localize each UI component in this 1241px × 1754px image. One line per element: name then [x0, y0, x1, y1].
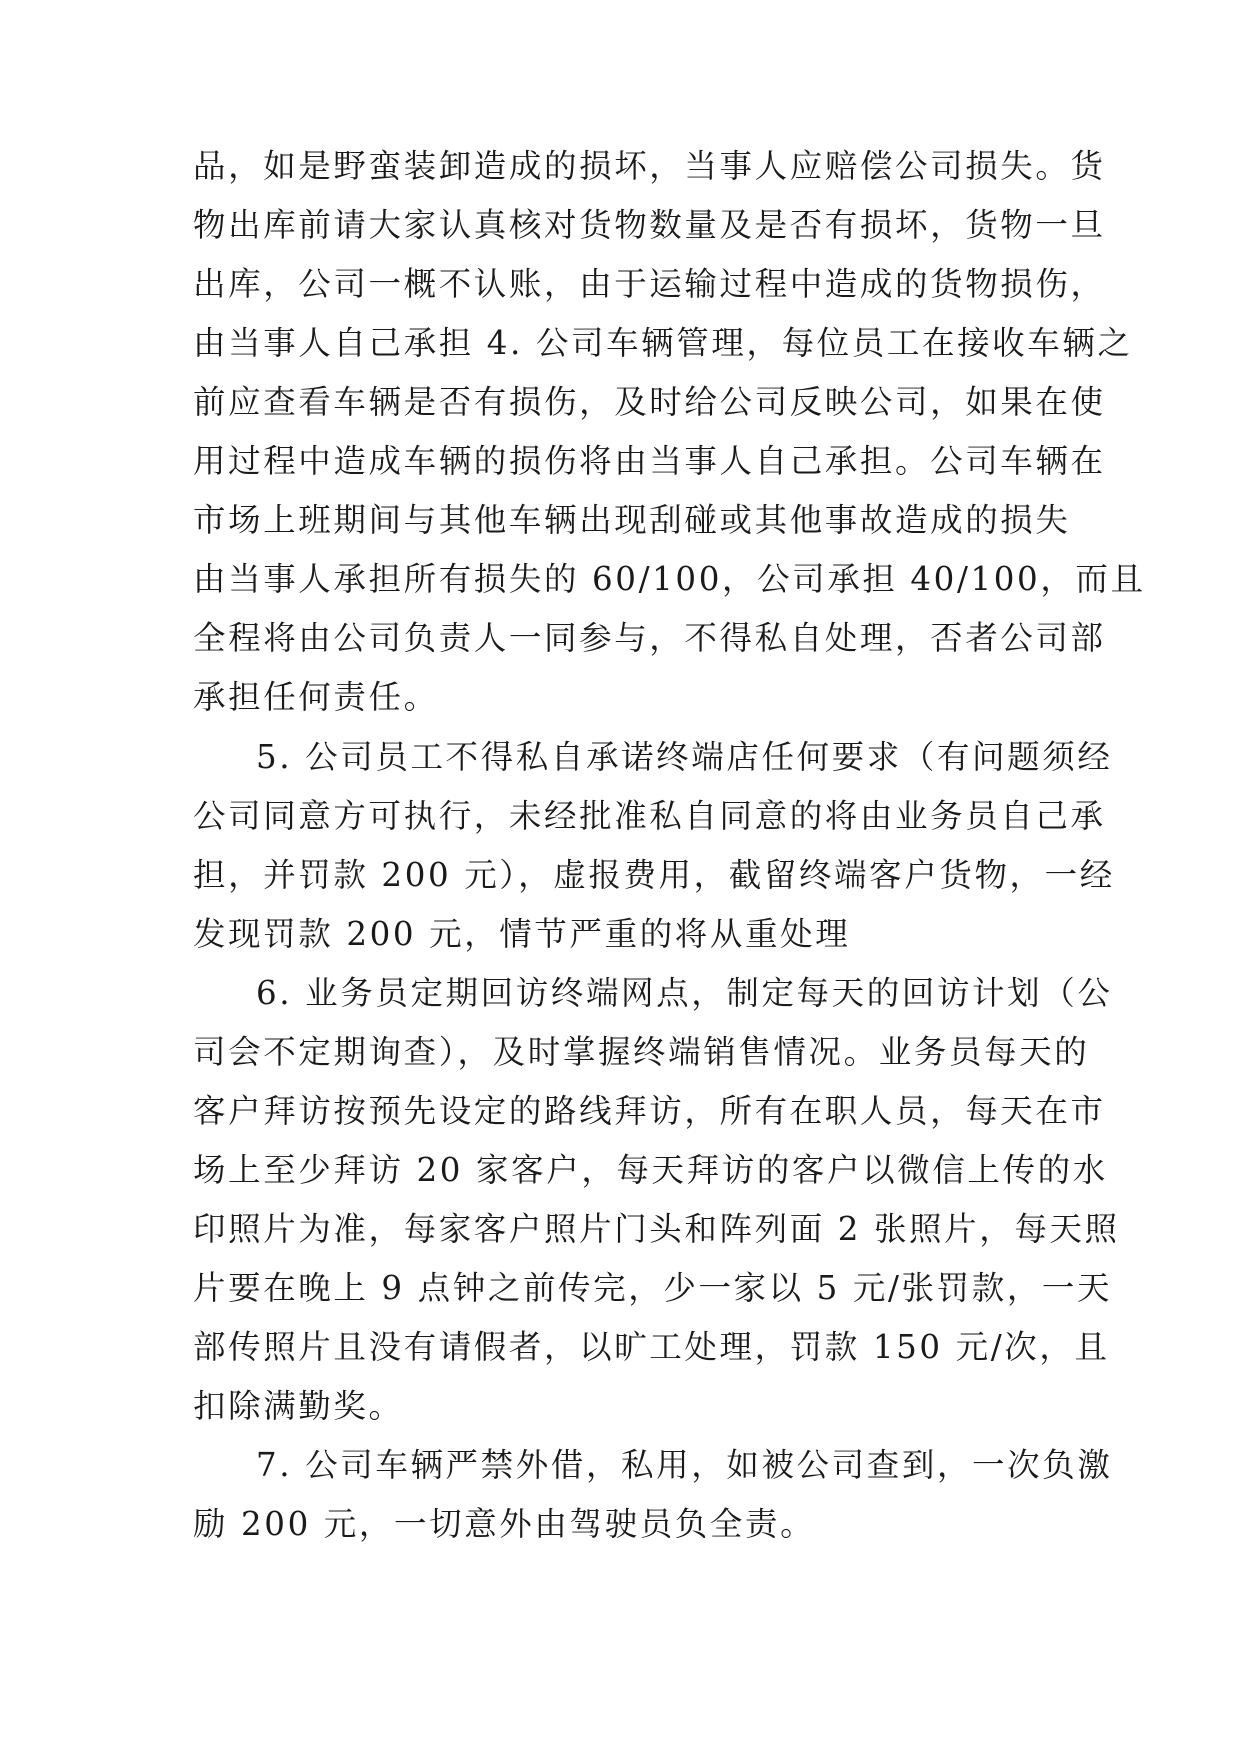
paragraph-7-first-line: 7. 公司车辆严禁外借，私用，如被公司查到，一次负激 — [256, 1446, 1113, 1484]
text-line: 印照片为准，每家客户照片门头和阵列面 2 张照片，每天照 — [193, 1210, 1120, 1248]
text-line: 客户拜访按预先设定的路线拜访，所有在职人员，每天在市 — [193, 1092, 1106, 1130]
text-line: 担，并罚款 200 元），虚报费用，截留终端客户货物，一经 — [193, 856, 1115, 894]
text-line: 用过程中造成车辆的损伤将由当事人自己承担。公司车辆在 — [193, 442, 1106, 480]
text-line: 片要在晚上 9 点钟之前传完，少一家以 5 元/张罚款，一天 — [193, 1269, 1113, 1307]
text-line: 物出库前请大家认真核对货物数量及是否有损坏，货物一旦 — [193, 206, 1106, 244]
text-line: 励 200 元，一切意外由驾驶员负全责。 — [193, 1505, 816, 1543]
text-line: 公司同意方可执行，未经批准私自同意的将由业务员自己承 — [193, 797, 1106, 835]
text-line: 品，如是野蛮装卸造成的损坏，当事人应赔偿公司损失。货 — [193, 147, 1106, 185]
text-line: 场上至少拜访 20 家客户，每天拜访的客户以微信上传的水 — [193, 1151, 1108, 1189]
paragraph-6-first-line: 6. 业务员定期回访终端网点，制定每天的回访计划（公 — [256, 974, 1113, 1012]
text-line: 市场上班期间与其他车辆出现刮碰或其他事故造成的损失 — [193, 501, 1071, 539]
text-line: 出库，公司一概不认账，由于运输过程中造成的货物损伤， — [193, 265, 1106, 303]
text-line: 由当事人自己承担 4. 公司车辆管理，每位员工在接收车辆之 — [193, 324, 1133, 362]
text-line: 部传照片且没有请假者，以旷工处理，罚款 150 元/次，且 — [193, 1328, 1110, 1366]
text-line: 前应查看车辆是否有损伤，及时给公司反映公司，如果在使 — [193, 383, 1106, 421]
text-line: 发现罚款 200 元，情节严重的将从重处理 — [193, 915, 851, 953]
text-line: 全程将由公司负责人一同参与，不得私自处理，否者公司部 — [193, 619, 1106, 657]
text-line: 司会不定期询查），及时掌握终端销售情况。业务员每天的 — [193, 1033, 1090, 1071]
text-line: 由当事人承担所有损失的 60/100，公司承担 40/100，而且 — [193, 560, 1146, 598]
text-line: 承担任何责任。 — [193, 678, 439, 716]
text-line: 扣除满勤奖。 — [193, 1387, 404, 1425]
paragraph-5-first-line: 5. 公司员工不得私自承诺终端店任何要求（有问题须经 — [256, 738, 1113, 776]
